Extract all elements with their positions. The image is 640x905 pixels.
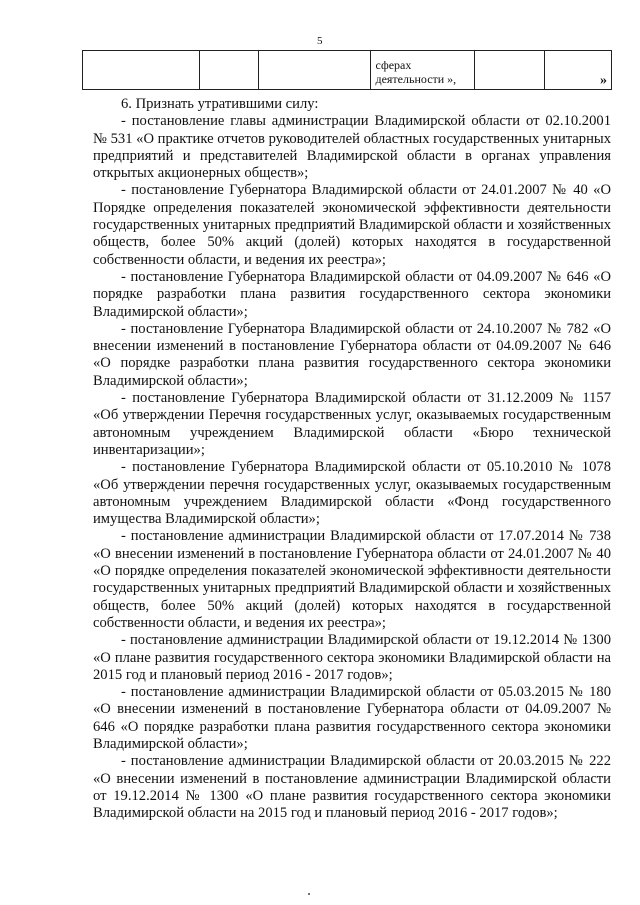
table-cell bbox=[475, 51, 545, 90]
list-item: - постановление администрации Владимирской области от 20.03.2015 № 222 «О внесении изменений в постановление администрации Владимирской области от 19.12.2014 № 1300 «О плане развития государственного сектора экономики Владимирской области на 2015 год и плановый период 2016 - 2017 годов»; bbox=[93, 753, 611, 822]
list-item: - постановление администрации Владимирской области от 19.12.2014 № 1300 «О плане развития государственного сектора экономики Владимирской области на 2015 год и плановый период 2016 - 2017 годов»; bbox=[93, 632, 611, 683]
table-cell bbox=[199, 51, 258, 90]
scan-speck bbox=[308, 893, 310, 895]
list-item: - постановление Губернатора Владимирской области от 05.10.2010 № 1078 «Об утверждении перечня государственных услуг, оказываемых государственным автономным учреждением Владимирской области «Фонд государственного имущества Владимирской области»; bbox=[93, 459, 611, 528]
list-item: - постановление Губернатора Владимирской области от 31.12.2009 № 1157 «Об утверждении Перечня государственных услуг, оказываемых государственным автономным учреждением Владимирской области «Бюро технической инвентаризации»; bbox=[93, 390, 611, 458]
list-item: - постановление администрации Владимирской области от 05.03.2015 № 180 «О внесении изменений в постановление Губернатора области от 04.09.2007 № 646 «О порядке разработки плана развития государственного сектора экономики Владимирской области»; bbox=[93, 684, 611, 752]
list-item: - постановление администрации Владимирской области от 17.07.2014 № 738 «О внесении изменений в постановление Губернатора области от 24.01.2007 № 40 «О порядке определения показателей экономической эффективности деятельности государственных унитарных предприятий Владимирской области и хозяйственных обществ, более 50% акций (долей) которых находятся в государственной собственности области, и ведения их реестра»; bbox=[93, 528, 611, 631]
table-fragment bbox=[82, 50, 612, 90]
list-item: - постановление главы администрации Владимирской области от 02.10.2001 № 531 «О практике отчетов руководителей областных государственных унитарных предприятий и представителей Владимирской области в органах управления открытых акционерных обществ»; bbox=[93, 113, 611, 182]
list-item: - постановление Губернатора Владимирской области от 24.10.2007 № 782 «О внесении изменений в постановление Губернатора области от 04.09.2007 № 646 «О порядке разработки плана развития государственного сектора экономики Владимирской области»; bbox=[93, 320, 611, 389]
table-cell bbox=[83, 51, 200, 90]
table-cell bbox=[258, 51, 371, 90]
table-row bbox=[83, 51, 612, 90]
table-cell-close-quote: » bbox=[544, 51, 611, 90]
section-heading: 6. Признать утратившими силу: bbox=[121, 96, 319, 112]
table-cell-text: сферах деятельности », bbox=[371, 51, 475, 90]
list-item: - постановление Губернатора Владимирской области от 04.09.2007 № 646 «О порядке разработки плана развития государственного сектора экономики Владимирской области»; bbox=[93, 268, 611, 320]
page-number: 5 bbox=[317, 35, 323, 47]
list-item: - постановление Губернатора Владимирской области от 24.01.2007 № 40 «О Порядке определения показателей экономической эффективности деятельности государственных унитарных предприятий Владимирской области и хозяйственных обществ, более 50% акций (долей) которых находятся в государственной собственности области, и ведения их реестра»; bbox=[93, 182, 611, 268]
body-text bbox=[93, 96, 611, 822]
